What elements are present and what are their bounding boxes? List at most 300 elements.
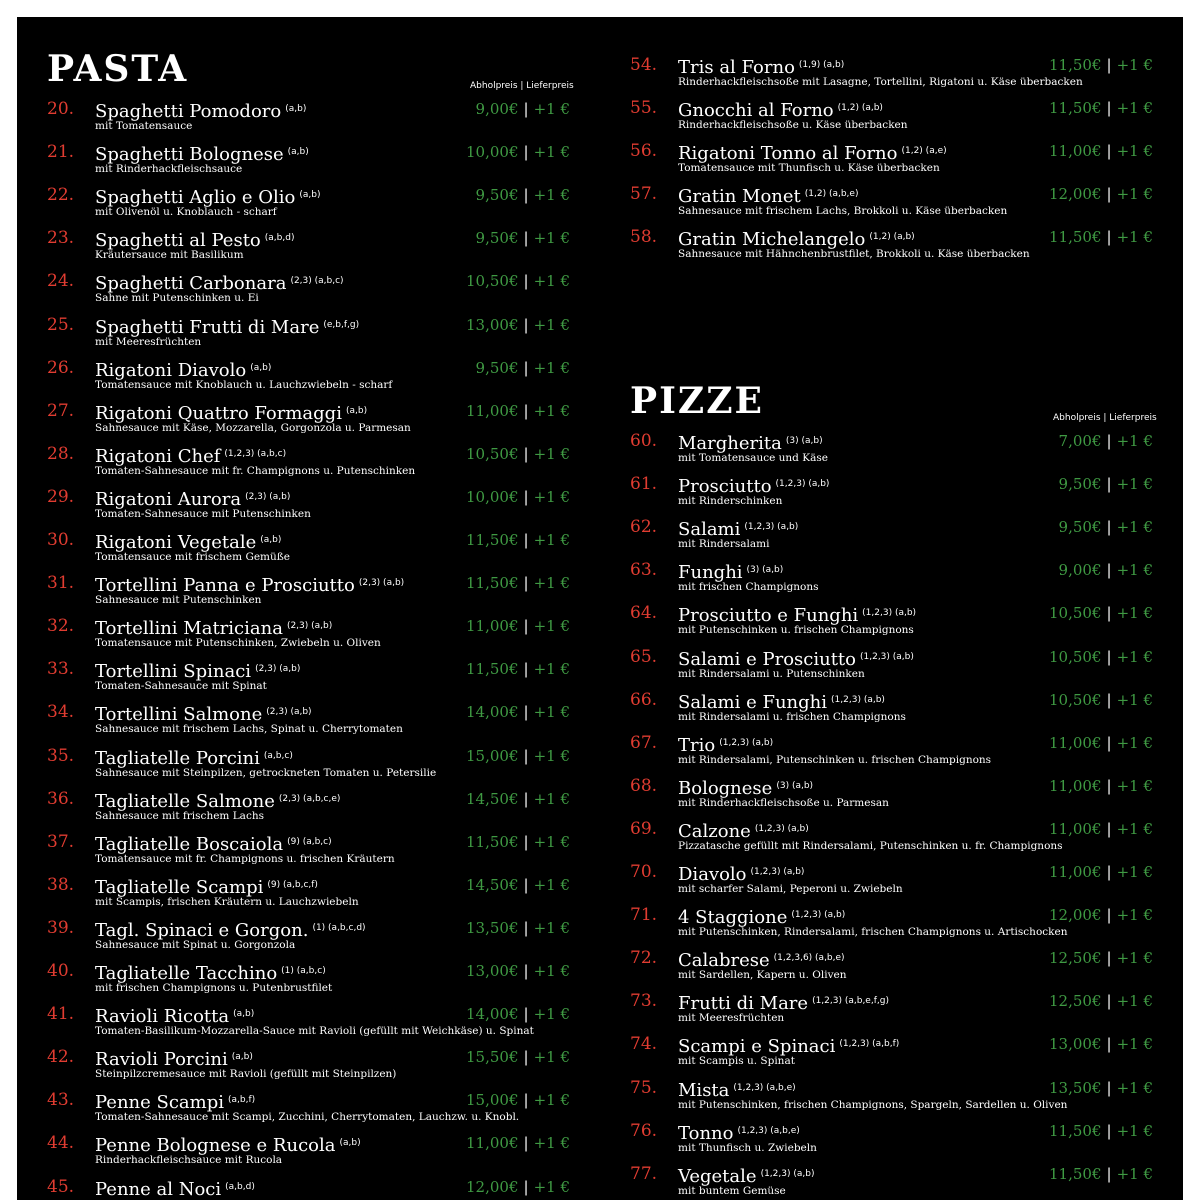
item-price xyxy=(1049,1033,1153,1055)
delivery-surcharge: +1 € xyxy=(533,186,570,205)
item-description: mit Putenschinken, Rindersalami, frischen Champignons u. Artischocken xyxy=(678,926,1068,939)
item-price xyxy=(1049,904,1153,926)
pickup-price: 12,00€ xyxy=(1049,906,1102,925)
item-description: Sahne mit Putenschinken u. Ei xyxy=(95,292,259,305)
menu-item xyxy=(47,874,570,917)
delivery-surcharge: +1 € xyxy=(1116,949,1153,968)
menu-item xyxy=(630,516,1153,559)
delivery-surcharge: +1 € xyxy=(533,832,570,851)
price-separator: | xyxy=(523,186,529,205)
item-description: mit Scampis u. Spinat xyxy=(678,1055,795,1068)
item-description: Sahnesauce mit frischem Lachs, Spinat u. Cherrytomaten xyxy=(95,723,403,736)
item-description: Rinderhackfleischsoße mit Lasagne, Tortellini, Rigatoni u. Käse überbacken xyxy=(678,76,1083,88)
item-name: Tagliatelle Boscaiola xyxy=(95,833,284,855)
item-description: Tomatensauce mit fr. Champignons u. frischen Kräutern xyxy=(95,852,395,865)
delivery-surcharge: +1 € xyxy=(1116,733,1153,752)
item-price xyxy=(1049,226,1153,248)
pickup-price: 9,50€ xyxy=(1058,518,1102,537)
delivery-surcharge: +1 € xyxy=(1116,690,1153,709)
item-allergens: (1,2,3) (a,b) xyxy=(831,694,885,705)
item-price xyxy=(1049,140,1153,162)
price-separator: | xyxy=(1106,1121,1112,1140)
item-price xyxy=(1049,1120,1153,1142)
menu-item xyxy=(47,227,570,270)
item-number: 33. xyxy=(47,659,75,680)
price-separator: | xyxy=(1106,819,1112,838)
item-allergens: (2,3) (a,b) xyxy=(266,707,312,718)
item-number: 75. xyxy=(630,1077,658,1098)
price-separator: | xyxy=(1106,733,1112,752)
delivery-surcharge: +1 € xyxy=(533,1091,570,1110)
item-name: Rigatoni Diavolo xyxy=(95,359,247,381)
item-number: 73. xyxy=(630,991,658,1012)
delivery-surcharge: +1 € xyxy=(1116,432,1153,450)
price-separator: | xyxy=(523,962,529,980)
delivery-surcharge: +1 € xyxy=(533,962,570,980)
pickup-price: 10,50€ xyxy=(1049,604,1102,623)
item-allergens: (1,2,3) (a,b) xyxy=(860,651,914,662)
item-name: Rigatoni Quattro Formaggi xyxy=(95,402,342,424)
pickup-price: 11,00€ xyxy=(1049,776,1102,795)
pickup-price: 11,50€ xyxy=(1049,99,1102,118)
item-name: Rigatoni Vegetale xyxy=(95,532,257,553)
delivery-surcharge: +1 € xyxy=(1116,1164,1153,1183)
pickup-price: 10,50€ xyxy=(1049,690,1102,709)
price-separator: | xyxy=(523,660,529,679)
item-number: 61. xyxy=(630,474,658,495)
item-description: mit Sardellen, Kapern u. Oliven xyxy=(678,969,847,982)
item-number: 62. xyxy=(630,517,658,538)
item-price xyxy=(1049,990,1153,1012)
item-description: Tomaten-Sahnesauce mit Spinat xyxy=(95,680,267,693)
item-number: 72. xyxy=(630,948,658,969)
item-name: Tagl. Spinaci e Gorgon. xyxy=(95,919,309,941)
item-description: mit Scampis, frischen Kräutern u. Lauchzwiebeln xyxy=(95,895,359,908)
item-name: Mista xyxy=(678,1079,730,1101)
item-price xyxy=(1049,689,1153,711)
delivery-surcharge: +1 € xyxy=(1116,1078,1153,1097)
section-title-pizze: PIZZE xyxy=(630,380,764,422)
item-number: 60. xyxy=(630,431,658,451)
pickup-price: 11,50€ xyxy=(466,574,519,593)
menu-item xyxy=(47,529,570,572)
item-name: Tortellini Salmone xyxy=(95,704,263,726)
item-description: Tomatensauce mit Thunfisch u. Käse überbacken xyxy=(678,162,940,175)
pickup-price: 15,00€ xyxy=(466,1091,519,1110)
item-allergens: (a,b,c) xyxy=(263,750,293,761)
item-name: Tris al Forno xyxy=(678,57,795,78)
item-number: 36. xyxy=(47,788,75,809)
menu-column-right xyxy=(600,17,1183,1200)
menu-item xyxy=(630,1077,1153,1120)
item-name: Tagliatelle Tacchino xyxy=(95,963,278,984)
menu-item xyxy=(630,1033,1153,1076)
menu-item xyxy=(47,443,570,486)
menu-item xyxy=(47,1176,570,1200)
item-number: 38. xyxy=(47,874,75,895)
item-allergens: (a,b) xyxy=(287,147,309,158)
item-allergens: (9) (a,b,c,f) xyxy=(267,879,318,890)
item-number: 71. xyxy=(630,905,658,926)
pickup-price: 11,00€ xyxy=(466,1134,519,1153)
pickup-price: 7,00€ xyxy=(1058,432,1102,450)
item-number: 24. xyxy=(47,271,75,292)
item-description: Rinderhackfleischsoße u. Käse überbacken xyxy=(678,119,908,132)
pickup-price: 15,50€ xyxy=(466,1048,519,1067)
pickup-price: 10,00€ xyxy=(466,487,519,506)
item-number: 69. xyxy=(630,818,658,839)
item-number: 25. xyxy=(47,314,75,335)
item-price xyxy=(1059,430,1153,452)
menu-item xyxy=(630,732,1153,775)
pickup-price: 10,50€ xyxy=(466,444,519,463)
item-price xyxy=(466,788,570,810)
pickup-price: 11,50€ xyxy=(466,832,519,851)
item-number: 22. xyxy=(47,185,75,206)
price-separator: | xyxy=(1106,228,1112,247)
item-number: 32. xyxy=(47,616,75,637)
item-allergens: (1,2,3) (a,b) xyxy=(791,910,846,921)
item-description: Pizzatasche gefüllt mit Rindersalami, Putenschinken u. fr. Champignons xyxy=(678,839,1063,852)
item-allergens: (1,2,3) (a,b) xyxy=(719,737,774,748)
item-name: Rigatoni Aurora xyxy=(95,488,242,510)
item-allergens: (a,b) xyxy=(233,1009,255,1020)
item-description: Kräutersauce mit Basilikum xyxy=(95,249,244,262)
delivery-surcharge: +1 € xyxy=(1116,1035,1153,1054)
item-name: Tortellini Matriciana xyxy=(95,618,283,640)
menu-item xyxy=(47,1089,570,1132)
delivery-surcharge: +1 € xyxy=(533,746,570,765)
item-number: 64. xyxy=(630,603,658,624)
pickup-price: 11,50€ xyxy=(1049,228,1102,247)
item-price xyxy=(466,745,570,767)
item-number: 41. xyxy=(47,1004,75,1025)
item-description: Sahnesauce mit Putenschinken xyxy=(95,594,262,607)
price-separator: | xyxy=(523,789,529,808)
item-number: 35. xyxy=(47,745,75,766)
menu-board xyxy=(17,17,1183,1200)
delivery-surcharge: +1 € xyxy=(1116,475,1153,494)
item-allergens: (1,2,3) (a,b,f) xyxy=(839,1039,900,1050)
delivery-surcharge: +1 € xyxy=(533,1048,570,1067)
item-number: 27. xyxy=(47,400,75,421)
item-price xyxy=(1049,1077,1153,1099)
menu-item xyxy=(630,473,1153,516)
item-number: 42. xyxy=(47,1047,75,1068)
menu-item xyxy=(47,572,570,615)
item-number: 56. xyxy=(630,141,658,162)
item-allergens: (1,2,3) (a,b) xyxy=(754,823,809,834)
menu-item xyxy=(47,701,570,744)
item-description: Tomaten-Sahnesauce mit fr. Champignons u. Putenschinken xyxy=(95,464,416,477)
item-price xyxy=(466,314,570,336)
item-number: 55. xyxy=(630,98,658,119)
item-allergens: (a,b) xyxy=(299,190,321,201)
delivery-surcharge: +1 € xyxy=(533,358,570,377)
item-allergens: (1,2,3) (a,b) xyxy=(744,522,799,533)
price-separator: | xyxy=(523,272,529,291)
menu-item xyxy=(630,54,1153,97)
item-allergens: (1,2) (a,b) xyxy=(837,103,883,114)
item-name: Rigatoni Tonno al Forno xyxy=(678,143,898,165)
price-separator: | xyxy=(1106,776,1112,795)
menu-item xyxy=(630,430,1153,473)
item-description: Tomatensauce mit Putenschinken, Zwiebeln u. Oliven xyxy=(95,637,381,650)
menu-item xyxy=(630,1163,1153,1200)
delivery-surcharge: +1 € xyxy=(533,272,570,291)
pickup-price: 12,00€ xyxy=(1049,185,1102,204)
item-number: 21. xyxy=(47,142,75,163)
item-allergens: (1,2,3) (a,b) xyxy=(775,479,830,490)
menu-item xyxy=(47,270,570,313)
item-description: Rinderhackfleischsauce mit Rucola xyxy=(95,1154,283,1167)
menu-column-left xyxy=(17,17,600,1200)
item-allergens: (1,2) (a,b) xyxy=(869,232,915,243)
item-allergens: (3) (a,b) xyxy=(776,780,814,791)
item-description: Tomatensauce mit frischem Gemüße xyxy=(95,551,290,563)
item-allergens: (1,2,3) (a,b) xyxy=(750,867,805,877)
price-separator: | xyxy=(1106,906,1112,925)
item-name: Trio xyxy=(678,734,716,756)
item-description: Sahnesauce mit frischem Lachs xyxy=(95,809,264,822)
item-description: Tomaten-Sahnesauce mit Scampi, Zucchini, Cherrytomaten, Lauchzw. u. Knobl. xyxy=(95,1111,520,1124)
price-separator: | xyxy=(1106,949,1112,968)
item-name: Salami xyxy=(678,519,741,541)
price-separator: | xyxy=(523,531,529,549)
item-description: mit Rindersalami, Putenschinken u. frischen Champignons xyxy=(678,753,992,766)
item-price xyxy=(466,658,570,680)
item-name: Prosciutto xyxy=(678,476,772,498)
menu-item xyxy=(47,400,570,443)
item-number: 63. xyxy=(630,560,658,581)
item-description: mit Rindersalami u. Putenschinken xyxy=(678,667,865,680)
item-number: 45. xyxy=(47,1176,75,1197)
delivery-surcharge: +1 € xyxy=(1116,1121,1153,1140)
menu-item xyxy=(630,97,1153,140)
delivery-surcharge: +1 € xyxy=(533,487,570,506)
delivery-surcharge: +1 € xyxy=(1116,518,1153,537)
item-allergens: (2,3) (a,b,c) xyxy=(290,276,344,287)
price-separator: | xyxy=(1106,432,1112,450)
item-price xyxy=(1049,54,1153,76)
menu-item xyxy=(630,602,1153,645)
menu-item xyxy=(630,559,1153,602)
item-name: Spaghetti al Pesto xyxy=(95,230,261,252)
price-separator: | xyxy=(1106,1164,1112,1183)
delivery-surcharge: +1 € xyxy=(1116,228,1153,247)
pickup-price: 10,00€ xyxy=(466,143,519,162)
menu-item xyxy=(47,917,570,960)
item-number: 70. xyxy=(630,862,658,882)
item-price xyxy=(466,831,570,853)
delivery-surcharge: +1 € xyxy=(533,703,570,722)
item-price xyxy=(476,184,570,206)
pickup-price: 13,00€ xyxy=(1049,1035,1102,1054)
item-allergens: (2,3) (a,b) xyxy=(358,578,405,589)
item-allergens: (2,3) (a,b,c,e) xyxy=(278,793,341,804)
item-name: Gratin Monet xyxy=(678,186,801,208)
menu-item xyxy=(47,1132,570,1175)
pickup-price: 14,00€ xyxy=(466,703,519,722)
item-name: Tortellini Panna e Prosciutto xyxy=(95,575,355,597)
price-separator: | xyxy=(523,617,529,636)
item-allergens: (a,b,d) xyxy=(225,1181,255,1192)
price-separator: | xyxy=(1106,992,1112,1011)
item-name: Bolognese xyxy=(678,777,773,799)
price-separator: | xyxy=(523,832,529,851)
delivery-surcharge: +1 € xyxy=(1116,906,1153,925)
price-separator: | xyxy=(523,574,529,593)
price-separator: | xyxy=(1106,647,1112,666)
pickup-price: 11,50€ xyxy=(466,660,519,679)
item-price xyxy=(1049,732,1153,754)
pickup-price: 11,00€ xyxy=(1049,733,1102,752)
delivery-surcharge: +1 € xyxy=(533,315,570,334)
delivery-surcharge: +1 € xyxy=(1116,992,1153,1011)
item-description: mit Rinderhackfleischsauce xyxy=(95,163,243,176)
item-price xyxy=(1059,516,1153,538)
item-description: Tomaten-Basilikum-Mozzarella-Sauce mit Ravioli (gefüllt mit Weichkäse) u. Spinat xyxy=(95,1025,534,1038)
item-number: 65. xyxy=(630,646,658,667)
price-separator: | xyxy=(523,746,529,765)
item-name: Gnocchi al Forno xyxy=(678,100,834,122)
item-name: Salami e Funghi xyxy=(678,691,828,713)
item-description: mit frischen Champignons u. Putenbrustfilet xyxy=(95,982,333,994)
pickup-price: 11,50€ xyxy=(1049,1164,1102,1183)
item-price xyxy=(1049,1163,1153,1185)
item-price xyxy=(466,572,570,594)
menu-item xyxy=(47,615,570,658)
item-price xyxy=(1059,559,1153,581)
menu-item xyxy=(630,861,1153,904)
item-price xyxy=(466,1176,570,1198)
item-price xyxy=(466,615,570,637)
item-name: Margherita xyxy=(678,433,782,454)
pickup-price: 13,00€ xyxy=(466,315,519,334)
price-separator: | xyxy=(1106,863,1112,881)
item-allergens: (2,3) (a,b) xyxy=(286,621,333,632)
item-description: Sahnesauce mit frischem Lachs, Brokkoli u. Käse überbacken xyxy=(678,205,1008,218)
price-separator: | xyxy=(523,358,529,377)
price-separator: | xyxy=(523,703,529,722)
menu-item xyxy=(630,646,1153,689)
price-separator: | xyxy=(523,1134,529,1153)
item-number: 57. xyxy=(630,184,658,205)
price-separator: | xyxy=(523,1048,529,1067)
item-allergens: (3) (a,b) xyxy=(746,565,784,576)
item-name: Tagliatelle Scampi xyxy=(95,876,264,898)
item-price xyxy=(466,141,570,163)
pickup-price: 14,50€ xyxy=(466,875,519,894)
pickup-price: 12,50€ xyxy=(1049,992,1102,1011)
item-price xyxy=(466,960,570,982)
delivery-surcharge: +1 € xyxy=(1116,99,1153,118)
item-description: Tomatensauce mit Knoblauch u. Lauchzwiebeln - scharf xyxy=(95,378,393,391)
item-number: 67. xyxy=(630,732,658,753)
item-description: mit Meeresfrüchten xyxy=(95,335,202,348)
item-number: 31. xyxy=(47,573,75,594)
price-separator: | xyxy=(1106,518,1112,537)
item-number: 34. xyxy=(47,702,75,723)
price-separator: | xyxy=(523,100,529,118)
delivery-surcharge: +1 € xyxy=(533,1005,570,1024)
item-number: 66. xyxy=(630,689,658,710)
price-separator: | xyxy=(523,315,529,334)
item-name: Spaghetti Pomodoro xyxy=(95,101,282,122)
item-description: Sahnesauce mit Steinpilzen, getrockneten Tomaten u. Petersilie xyxy=(95,766,437,779)
item-description: mit Rindersalami u. frischen Champignons xyxy=(678,710,906,723)
pickup-price: 11,50€ xyxy=(466,531,519,549)
menu-item xyxy=(47,1003,570,1046)
item-description: mit scharfer Salami, Peperoni u. Zwiebeln xyxy=(678,883,903,895)
pickup-price: 14,00€ xyxy=(466,1005,519,1024)
menu-item xyxy=(630,775,1153,818)
item-number: 77. xyxy=(630,1163,658,1184)
menu-item xyxy=(630,904,1153,947)
delivery-surcharge: +1 € xyxy=(533,660,570,679)
item-price xyxy=(466,917,570,939)
item-description: mit Putenschinken, frischen Champignons, Spargeln, Sardellen u. Oliven xyxy=(678,1098,1068,1111)
item-number: 23. xyxy=(47,228,75,249)
price-separator: | xyxy=(523,918,529,937)
menu-item xyxy=(47,141,570,184)
item-description: mit Rinderhackfleischsoße u. Parmesan xyxy=(678,796,889,809)
item-price xyxy=(466,270,570,292)
item-description: mit Rindersalami xyxy=(678,538,770,551)
delivery-surcharge: +1 € xyxy=(1116,647,1153,666)
price-separator: | xyxy=(1106,690,1112,709)
menu-item xyxy=(47,831,570,874)
item-price xyxy=(1049,602,1153,624)
price-separator: | xyxy=(1106,56,1112,74)
item-allergens: (a,b,f) xyxy=(228,1095,256,1106)
item-allergens: (a,b) xyxy=(250,362,272,373)
price-separator: | xyxy=(523,444,529,463)
item-price xyxy=(1049,646,1153,668)
pickup-price: 12,00€ xyxy=(466,1177,519,1196)
item-name: Ravioli Porcini xyxy=(95,1049,228,1071)
item-number: 40. xyxy=(47,961,75,981)
pickup-price: 13,00€ xyxy=(466,962,519,980)
item-allergens: (a,b) xyxy=(231,1052,253,1063)
price-separator: | xyxy=(523,487,529,506)
item-description: mit Olivenöl u. Knoblauch - scharf xyxy=(95,206,277,219)
pickup-price: 11,00€ xyxy=(1049,819,1102,838)
pickup-price: 10,50€ xyxy=(466,272,519,291)
item-number: 28. xyxy=(47,443,75,464)
item-name: Spaghetti Frutti di Mare xyxy=(95,316,320,338)
menu-item xyxy=(630,183,1153,226)
delivery-surcharge: +1 € xyxy=(533,143,570,162)
item-allergens: (1,2,3) (a,b,e,f,g) xyxy=(812,996,889,1007)
price-separator: | xyxy=(1106,1035,1112,1054)
item-name: 4 Staggione xyxy=(678,907,788,929)
item-allergens: (1,2) (a,b,e) xyxy=(804,189,859,200)
item-price xyxy=(1049,97,1153,119)
menu-item xyxy=(630,947,1153,990)
item-name: Scampi e Spinaci xyxy=(678,1036,836,1058)
item-description: mit Tomatensauce xyxy=(95,120,193,132)
price-separator: | xyxy=(523,1005,529,1024)
pickup-price: 9,00€ xyxy=(475,100,519,118)
menu-item xyxy=(630,689,1153,732)
delivery-surcharge: +1 € xyxy=(533,531,570,549)
item-name: Tagliatelle Salmone xyxy=(95,790,275,812)
item-allergens: (a,b) xyxy=(345,405,368,416)
item-name: Spaghetti Aglio e Olio xyxy=(95,187,296,209)
item-allergens: (1,2) (a,e) xyxy=(901,146,947,157)
pickup-price: 13,50€ xyxy=(466,918,519,937)
